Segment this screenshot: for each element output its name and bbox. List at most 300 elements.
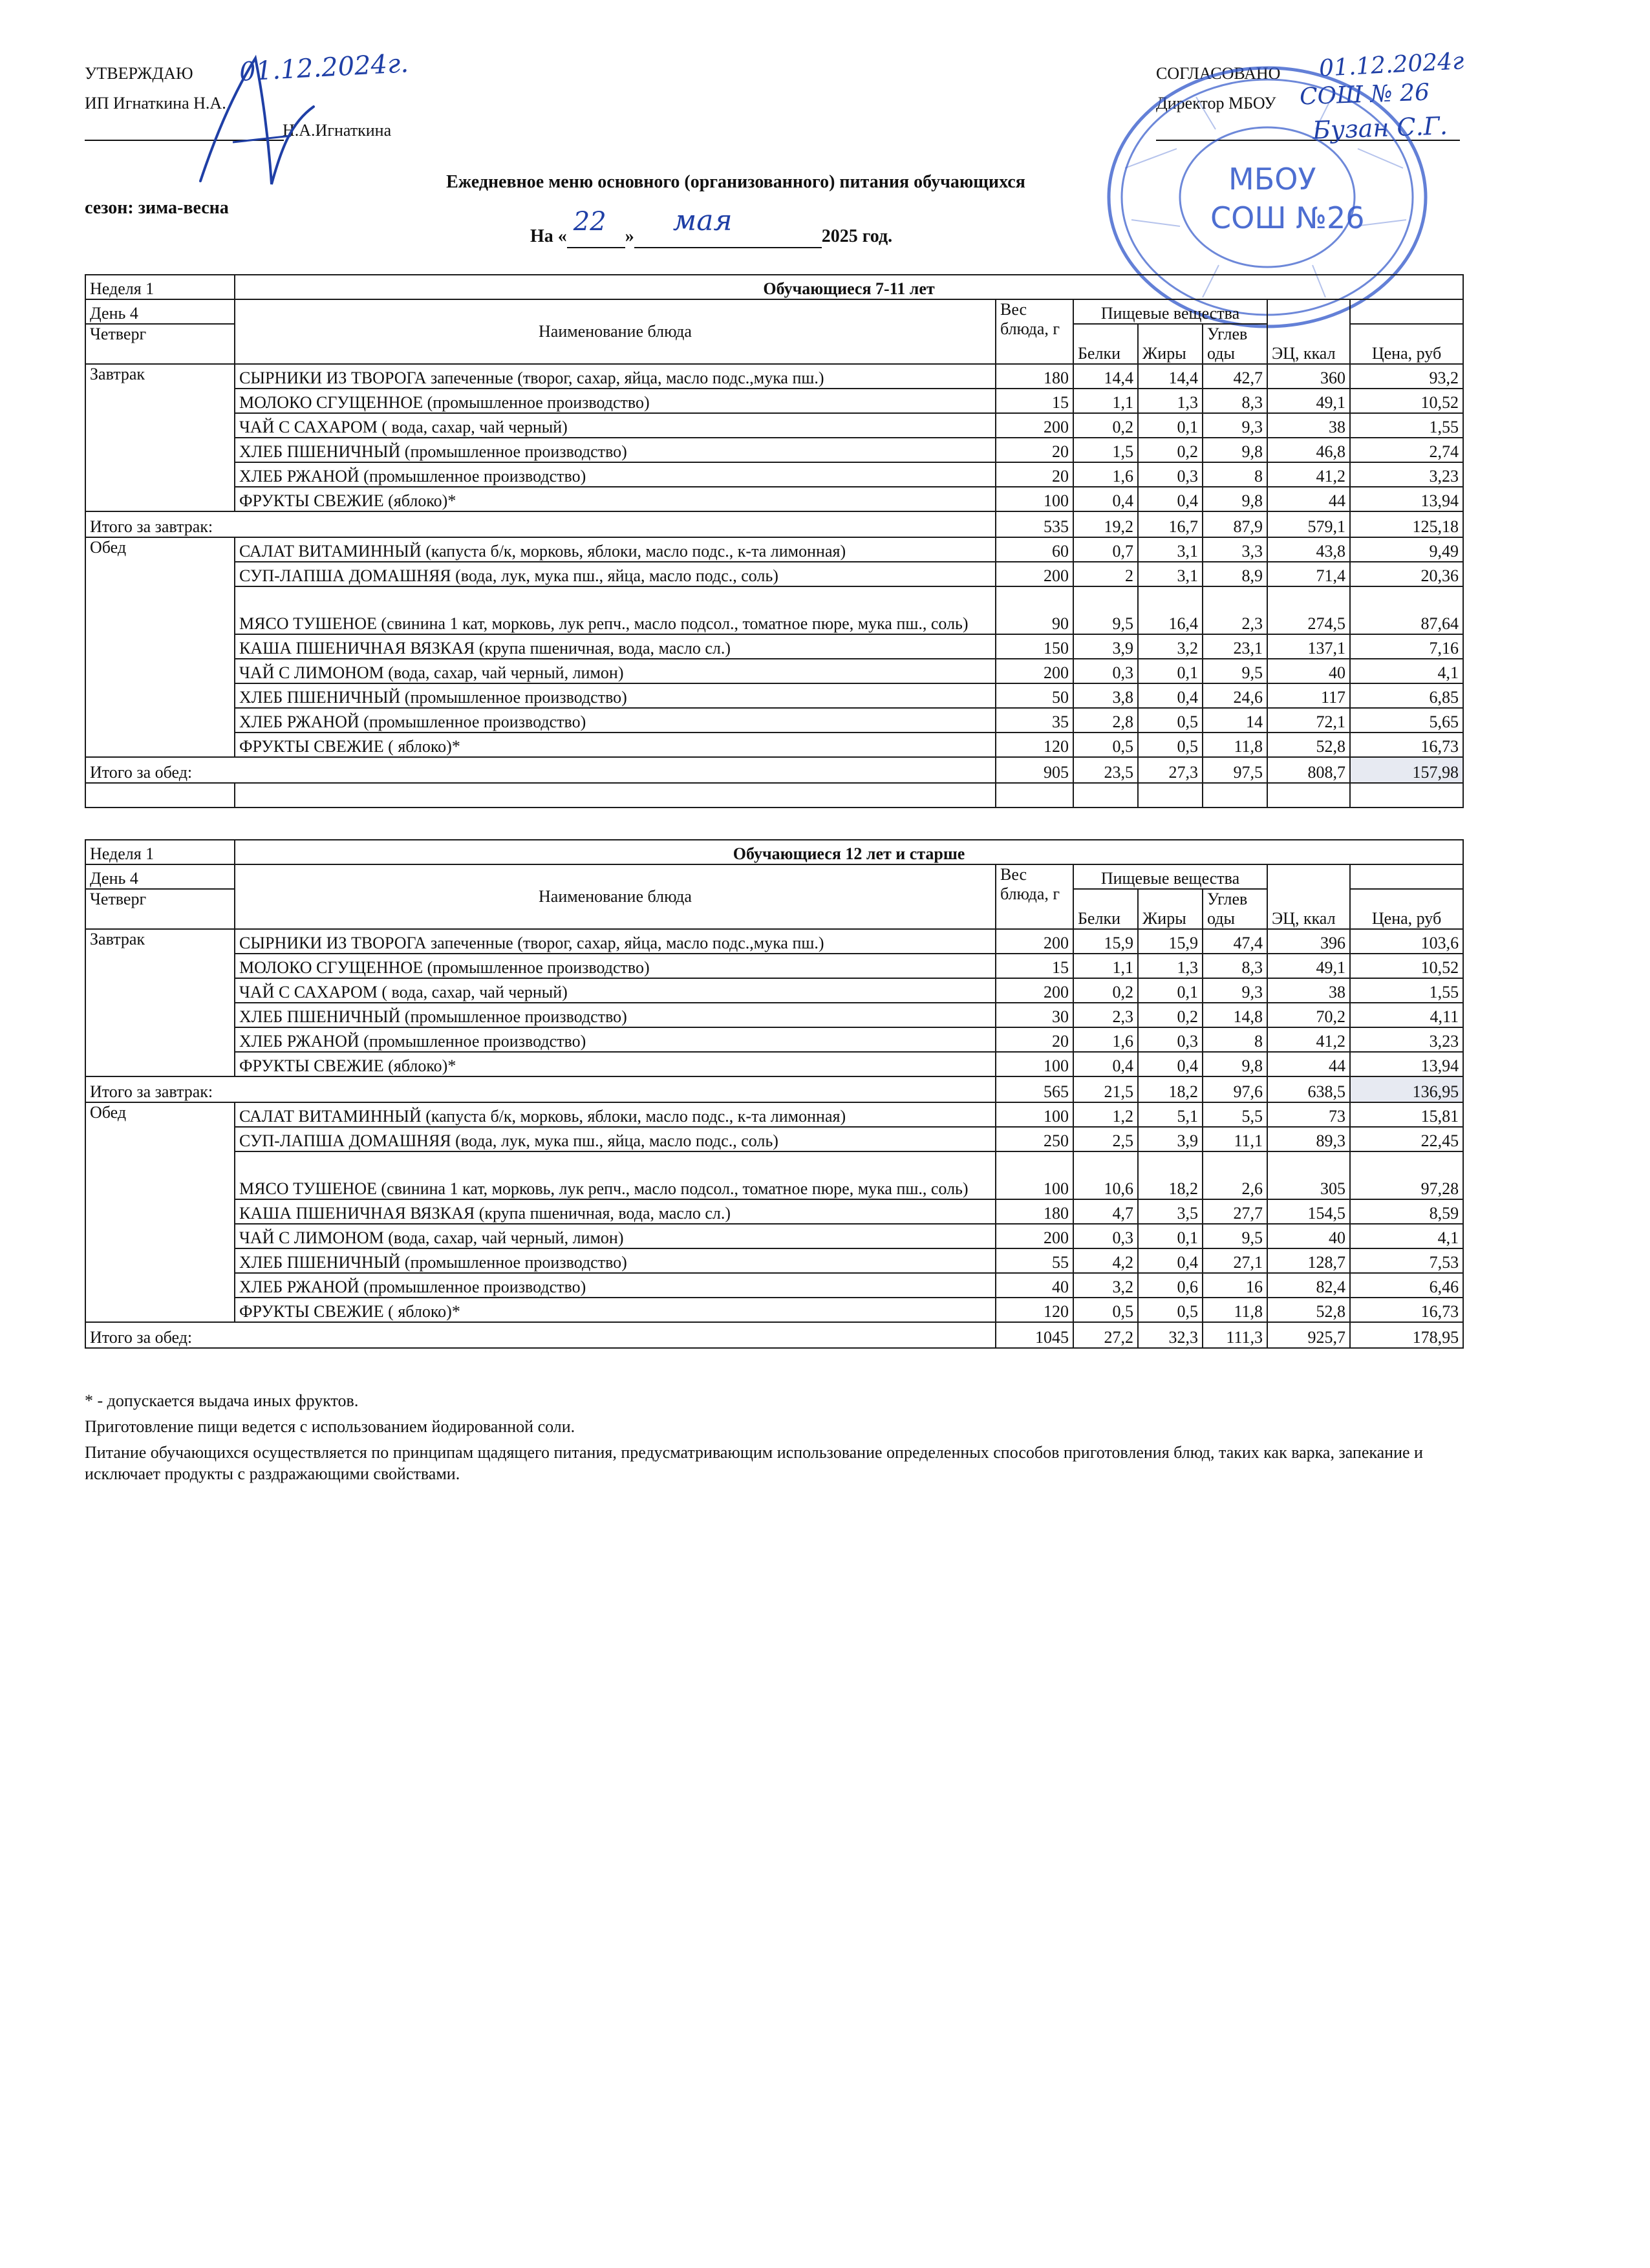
lunch-total-row — [85, 757, 1463, 783]
agree-org-handwritten: СОШ № 26 — [1299, 79, 1430, 111]
dish-weight: 200 — [996, 1224, 1073, 1248]
dish-name: ФРУКТЫ СВЕЖИЕ ( яблоко)* — [235, 1298, 996, 1322]
dish-energy: 305 — [1267, 1151, 1350, 1199]
lunch-total-row — [85, 1322, 1463, 1348]
lunch-total-price: 178,95 — [1350, 1322, 1463, 1348]
approve-date-handwritten: 01.12.2024г. — [238, 48, 409, 87]
dish-carbs: 2,3 — [1203, 586, 1267, 634]
dish-name: ХЛЕБ ПШЕНИЧНЫЙ (промышленное производство) — [235, 1003, 996, 1027]
lunch-row — [85, 1248, 1463, 1273]
dish-weight: 20 — [996, 1027, 1073, 1052]
note-3: Питание обучающихся осуществляется по принципам щадящего питания, предусматривающим использование определенных способов приготовления блюд, таких как варка, запекание и исключает продукты с раздражающими свойствами. — [85, 1442, 1423, 1484]
dish-protein: 2,8 — [1073, 708, 1138, 733]
dish-fat: 18,2 — [1138, 1151, 1203, 1199]
note-2: Приготовление пищи ведется с использованием йодированной соли. — [85, 1417, 575, 1436]
dish-name: ФРУКТЫ СВЕЖИЕ (яблоко)* — [235, 487, 996, 511]
dish-price: 4,11 — [1350, 1003, 1463, 1027]
dish-fat: 0,4 — [1138, 683, 1203, 708]
col-header-weight: Вес блюда, г — [996, 864, 1073, 929]
lunch-total-weight: 1045 — [996, 1322, 1073, 1348]
dish-fat: 0,1 — [1138, 978, 1203, 1003]
dish-fat: 0,4 — [1138, 487, 1203, 511]
dish-energy: 82,4 — [1267, 1273, 1350, 1298]
dish-carbs: 8,9 — [1203, 562, 1267, 586]
dish-protein: 2,5 — [1073, 1127, 1138, 1151]
dish-energy: 72,1 — [1267, 708, 1350, 733]
spacer-cell — [1138, 783, 1203, 808]
dish-name: САЛАТ ВИТАМИННЫЙ (капуста б/к, морковь, яблоки, масло подс., к-та лимонная) — [235, 537, 996, 562]
lunch-row — [85, 537, 1463, 562]
dish-protein: 4,7 — [1073, 1199, 1138, 1224]
dish-price: 9,49 — [1350, 537, 1463, 562]
date-prefix: На « — [530, 226, 567, 246]
header-row-day — [85, 299, 1463, 324]
breakfast-total-weight: 535 — [996, 511, 1073, 537]
lunch-total-protein: 23,5 — [1073, 757, 1138, 783]
dish-price: 13,94 — [1350, 487, 1463, 511]
dish-price: 7,16 — [1350, 634, 1463, 659]
dish-protein: 9,5 — [1073, 586, 1138, 634]
dish-price: 15,81 — [1350, 1102, 1463, 1127]
col-header-protein: Белки — [1073, 324, 1138, 364]
dish-energy: 38 — [1267, 978, 1350, 1003]
dish-carbs: 3,3 — [1203, 537, 1267, 562]
breakfast-row — [85, 978, 1463, 1003]
dish-name: ХЛЕБ ПШЕНИЧНЫЙ (промышленное производство) — [235, 1248, 996, 1273]
agree-position: Директор МБОУ — [1156, 94, 1276, 112]
dish-protein: 10,6 — [1073, 1151, 1138, 1199]
breakfast-total-label: Итого за завтрак: — [85, 511, 996, 537]
dish-energy: 41,2 — [1267, 1027, 1350, 1052]
breakfast-total-fat: 18,2 — [1138, 1076, 1203, 1102]
stamp-center-top: МБОУ — [1228, 162, 1316, 197]
dish-name: ФРУКТЫ СВЕЖИЕ (яблоко)* — [235, 1052, 996, 1076]
dish-name: ХЛЕБ РЖАНОЙ (промышленное производство) — [235, 708, 996, 733]
dish-price: 16,73 — [1350, 1298, 1463, 1322]
dish-energy: 117 — [1267, 683, 1350, 708]
dish-energy: 52,8 — [1267, 733, 1350, 757]
dish-fat: 0,4 — [1138, 1248, 1203, 1273]
dish-energy: 44 — [1267, 487, 1350, 511]
dish-weight: 15 — [996, 389, 1073, 413]
breakfast-total-fat: 16,7 — [1138, 511, 1203, 537]
lunch-total-carbs: 111,3 — [1203, 1322, 1267, 1348]
dish-energy: 128,7 — [1267, 1248, 1350, 1273]
lunch-row — [85, 1199, 1463, 1224]
dish-carbs: 5,5 — [1203, 1102, 1267, 1127]
dish-protein: 0,7 — [1073, 537, 1138, 562]
date-month-field — [634, 204, 822, 248]
dish-protein: 1,6 — [1073, 462, 1138, 487]
dish-price: 3,23 — [1350, 462, 1463, 487]
dish-fat: 0,1 — [1138, 1224, 1203, 1248]
dish-name: ЧАЙ С САХАРОМ ( вода, сахар, чай черный) — [235, 413, 996, 438]
dish-energy: 360 — [1267, 364, 1350, 389]
dish-fat: 0,5 — [1138, 708, 1203, 733]
day-label: День 4 — [85, 864, 235, 889]
dish-price: 4,1 — [1350, 659, 1463, 683]
dish-name: ФРУКТЫ СВЕЖИЕ ( яблоко)* — [235, 733, 996, 757]
breakfast-total-carbs: 97,6 — [1203, 1076, 1267, 1102]
spacer-cell — [85, 783, 235, 808]
dish-price: 20,36 — [1350, 562, 1463, 586]
menu-table-12-plus — [85, 839, 1464, 1349]
breakfast-total-carbs: 87,9 — [1203, 511, 1267, 537]
dish-price: 87,64 — [1350, 586, 1463, 634]
date-day-field — [567, 207, 625, 248]
dish-fat: 0,6 — [1138, 1273, 1203, 1298]
week-label: Неделя 1 — [85, 275, 235, 299]
dish-weight: 35 — [996, 708, 1073, 733]
dish-name: МОЛОКО СГУЩЕННОЕ (промышленное производство) — [235, 954, 996, 978]
dish-protein: 0,4 — [1073, 1052, 1138, 1076]
dish-protein: 2 — [1073, 562, 1138, 586]
approver-org: ИП Игнаткина Н.А. — [85, 94, 226, 112]
dish-fat: 0,4 — [1138, 1052, 1203, 1076]
lunch-total-energy: 925,7 — [1267, 1322, 1350, 1348]
dish-name: КАША ПШЕНИЧНАЯ ВЯЗКАЯ (крупа пшеничная, вода, масло сл.) — [235, 1199, 996, 1224]
dish-name: ХЛЕБ ПШЕНИЧНЫЙ (промышленное производство) — [235, 683, 996, 708]
dish-energy: 71,4 — [1267, 562, 1350, 586]
weekday-label: Четверг — [85, 889, 235, 929]
spacer-row — [85, 783, 1463, 808]
dish-price: 4,1 — [1350, 1224, 1463, 1248]
dish-fat: 0,5 — [1138, 733, 1203, 757]
dish-carbs: 27,1 — [1203, 1248, 1267, 1273]
date-line — [530, 204, 893, 248]
header-row-day — [85, 864, 1463, 889]
dish-price: 3,23 — [1350, 1027, 1463, 1052]
spacer-cell — [1267, 783, 1350, 808]
dish-fat: 5,1 — [1138, 1102, 1203, 1127]
dish-protein: 0,4 — [1073, 487, 1138, 511]
dish-weight: 30 — [996, 1003, 1073, 1027]
breakfast-total-weight: 565 — [996, 1076, 1073, 1102]
dish-energy: 40 — [1267, 659, 1350, 683]
dish-fat: 3,2 — [1138, 634, 1203, 659]
dish-protein: 15,9 — [1073, 929, 1138, 954]
dish-weight: 100 — [996, 487, 1073, 511]
dish-carbs: 8 — [1203, 462, 1267, 487]
dish-weight: 120 — [996, 733, 1073, 757]
dish-weight: 15 — [996, 954, 1073, 978]
dish-fat: 3,1 — [1138, 537, 1203, 562]
dish-carbs: 16 — [1203, 1273, 1267, 1298]
dish-carbs: 11,1 — [1203, 1127, 1267, 1151]
lunch-row — [85, 1151, 1463, 1199]
lunch-total-fat: 32,3 — [1138, 1322, 1203, 1348]
dish-carbs: 11,8 — [1203, 1298, 1267, 1322]
dish-energy: 274,5 — [1267, 586, 1350, 634]
dish-price: 16,73 — [1350, 733, 1463, 757]
dish-weight: 60 — [996, 537, 1073, 562]
dish-energy: 73 — [1267, 1102, 1350, 1127]
col-header-price-spacer — [1350, 299, 1463, 324]
dish-name: САЛАТ ВИТАМИННЫЙ (капуста б/к, морковь, яблоки, масло подс., к-та лимонная) — [235, 1102, 996, 1127]
dish-protein: 1,6 — [1073, 1027, 1138, 1052]
dish-price: 7,53 — [1350, 1248, 1463, 1273]
dish-price: 1,55 — [1350, 413, 1463, 438]
col-header-fat: Жиры — [1138, 324, 1203, 364]
dish-weight: 100 — [996, 1102, 1073, 1127]
approver-signature — [194, 45, 323, 194]
dish-carbs: 24,6 — [1203, 683, 1267, 708]
lunch-row — [85, 733, 1463, 757]
day-label: День 4 — [85, 299, 235, 324]
dish-price: 103,6 — [1350, 929, 1463, 954]
spacer-cell — [1073, 783, 1138, 808]
header-row-week — [85, 840, 1463, 864]
date-month-handwritten: мая — [672, 204, 733, 237]
dish-fat: 0,2 — [1138, 1003, 1203, 1027]
breakfast-row — [85, 364, 1463, 389]
dish-weight: 200 — [996, 562, 1073, 586]
dish-name: КАША ПШЕНИЧНАЯ ВЯЗКАЯ (крупа пшеничная, вода, масло сл.) — [235, 634, 996, 659]
breakfast-row — [85, 929, 1463, 954]
col-header-energy: ЭЦ, ккал — [1267, 864, 1350, 929]
dish-price: 93,2 — [1350, 364, 1463, 389]
lunch-total-label: Итого за обед: — [85, 1322, 996, 1348]
dish-name: СУП-ЛАПША ДОМАШНЯЯ (вода, лук, мука пш., яйца, масло подс., соль) — [235, 562, 996, 586]
dish-carbs: 14,8 — [1203, 1003, 1267, 1027]
dish-fat: 3,5 — [1138, 1199, 1203, 1224]
dish-name: СУП-ЛАПША ДОМАШНЯЯ (вода, лук, мука пш., яйца, масло подс., соль) — [235, 1127, 996, 1151]
lunch-row — [85, 586, 1463, 634]
weekday-label: Четверг — [85, 324, 235, 364]
dish-name: ЧАЙ С ЛИМОНОМ (вода, сахар, чай черный, лимон) — [235, 1224, 996, 1248]
dish-weight: 55 — [996, 1248, 1073, 1273]
dish-energy: 41,2 — [1267, 462, 1350, 487]
dish-price: 97,28 — [1350, 1151, 1463, 1199]
dish-name: ХЛЕБ РЖАНОЙ (промышленное производство) — [235, 1027, 996, 1052]
dish-name: ХЛЕБ РЖАНОЙ (промышленное производство) — [235, 1273, 996, 1298]
dish-weight: 40 — [996, 1273, 1073, 1298]
header-row-week — [85, 275, 1463, 299]
date-suffix: 2025 год. — [821, 226, 893, 246]
week-label: Неделя 1 — [85, 840, 235, 864]
lunch-row — [85, 1102, 1463, 1127]
dish-protein: 1,2 — [1073, 1102, 1138, 1127]
dish-name: СЫРНИКИ ИЗ ТВОРОГА запеченные (творог, сахар, яйца, масло подс.,мука пш.) — [235, 364, 996, 389]
dish-carbs: 9,3 — [1203, 413, 1267, 438]
dish-energy: 43,8 — [1267, 537, 1350, 562]
lunch-row — [85, 708, 1463, 733]
breakfast-total-energy: 638,5 — [1267, 1076, 1350, 1102]
dish-energy: 52,8 — [1267, 1298, 1350, 1322]
dish-energy: 70,2 — [1267, 1003, 1350, 1027]
page-title: Ежедневное меню основного (организованного) питания обучающихся — [446, 172, 1025, 192]
breakfast-total-protein: 19,2 — [1073, 511, 1138, 537]
col-header-name: Наименование блюда — [235, 864, 996, 929]
menu-table-7-11 — [85, 274, 1464, 808]
breakfast-total-protein: 21,5 — [1073, 1076, 1138, 1102]
breakfast-total-row — [85, 511, 1463, 537]
dish-weight: 150 — [996, 634, 1073, 659]
dish-name: ЧАЙ С ЛИМОНОМ (вода, сахар, чай черный, лимон) — [235, 659, 996, 683]
dish-energy: 49,1 — [1267, 954, 1350, 978]
breakfast-row — [85, 954, 1463, 978]
dish-weight: 250 — [996, 1127, 1073, 1151]
approve-label: УТВЕРЖДАЮ — [85, 64, 193, 83]
dish-protein: 1,1 — [1073, 389, 1138, 413]
spacer-cell — [1203, 783, 1267, 808]
dish-carbs: 8,3 — [1203, 954, 1267, 978]
dish-protein: 0,3 — [1073, 1224, 1138, 1248]
dish-name: МОЛОКО СГУЩЕННОЕ (промышленное производство) — [235, 389, 996, 413]
dish-carbs: 9,8 — [1203, 438, 1267, 462]
col-header-price-spacer — [1350, 864, 1463, 889]
dish-protein: 3,2 — [1073, 1273, 1138, 1298]
col-header-price: Цена, руб — [1350, 889, 1463, 929]
dish-energy: 46,8 — [1267, 438, 1350, 462]
dish-fat: 14,4 — [1138, 364, 1203, 389]
dish-price: 1,55 — [1350, 978, 1463, 1003]
dish-price: 6,46 — [1350, 1273, 1463, 1298]
lunch-total-fat: 27,3 — [1138, 757, 1203, 783]
dish-energy: 396 — [1267, 929, 1350, 954]
approver-sign-name: Н.А.Игнаткина — [283, 121, 392, 140]
dish-protein: 0,3 — [1073, 659, 1138, 683]
dish-price: 8,59 — [1350, 1199, 1463, 1224]
lunch-total-weight: 905 — [996, 757, 1073, 783]
lunch-row — [85, 1273, 1463, 1298]
dish-fat: 0,1 — [1138, 659, 1203, 683]
dish-name: СЫРНИКИ ИЗ ТВОРОГА запеченные (творог, сахар, яйца, масло подс.,мука пш.) — [235, 929, 996, 954]
dish-weight: 120 — [996, 1298, 1073, 1322]
dish-weight: 200 — [996, 978, 1073, 1003]
dish-weight: 200 — [996, 929, 1073, 954]
dish-weight: 180 — [996, 364, 1073, 389]
lunch-label: Обед — [85, 1102, 235, 1322]
breakfast-row — [85, 1003, 1463, 1027]
lunch-row — [85, 1224, 1463, 1248]
dish-fat: 15,9 — [1138, 929, 1203, 954]
lunch-row — [85, 1127, 1463, 1151]
agree-sign-handwritten: Бузан С.Г. — [1312, 111, 1448, 145]
agree-date-handwritten: 01.12.2024г — [1318, 48, 1465, 82]
col-header-fat: Жиры — [1138, 889, 1203, 929]
lunch-total-protein: 27,2 — [1073, 1322, 1138, 1348]
breakfast-row — [85, 462, 1463, 487]
dish-carbs: 9,5 — [1203, 1224, 1267, 1248]
lunch-total-carbs: 97,5 — [1203, 757, 1267, 783]
spacer-cell — [235, 783, 996, 808]
season-label: сезон: зима-весна — [85, 198, 229, 218]
note-1: * - допускается выдача иных фруктов. — [85, 1391, 359, 1410]
breakfast-row — [85, 438, 1463, 462]
dish-protein: 0,5 — [1073, 1298, 1138, 1322]
dish-carbs: 9,8 — [1203, 1052, 1267, 1076]
dish-weight: 100 — [996, 1151, 1073, 1199]
dish-carbs: 27,7 — [1203, 1199, 1267, 1224]
breakfast-total-label: Итого за завтрак: — [85, 1076, 996, 1102]
dish-fat: 1,3 — [1138, 389, 1203, 413]
dish-price: 10,52 — [1350, 954, 1463, 978]
dish-fat: 3,1 — [1138, 562, 1203, 586]
dish-weight: 20 — [996, 438, 1073, 462]
dish-protein: 3,9 — [1073, 634, 1138, 659]
dish-weight: 90 — [996, 586, 1073, 634]
stamp-center-bottom: СОШ №26 — [1210, 200, 1365, 235]
dish-protein: 1,1 — [1073, 954, 1138, 978]
dish-carbs: 9,3 — [1203, 978, 1267, 1003]
footnotes — [85, 1390, 1462, 1489]
lunch-row — [85, 562, 1463, 586]
dish-protein: 0,2 — [1073, 413, 1138, 438]
col-header-name: Наименование блюда — [235, 299, 996, 364]
dish-name: ХЛЕБ ПШЕНИЧНЫЙ (промышленное производство) — [235, 438, 996, 462]
dish-carbs: 14 — [1203, 708, 1267, 733]
breakfast-label: Завтрак — [85, 929, 235, 1076]
dish-carbs: 47,4 — [1203, 929, 1267, 954]
agree-label: СОГЛАСОВАНО — [1156, 64, 1281, 83]
dish-fat: 0,3 — [1138, 462, 1203, 487]
lunch-row — [85, 1298, 1463, 1322]
dish-fat: 0,3 — [1138, 1027, 1203, 1052]
dish-weight: 180 — [996, 1199, 1073, 1224]
dish-carbs: 11,8 — [1203, 733, 1267, 757]
breakfast-row — [85, 1027, 1463, 1052]
dish-price: 22,45 — [1350, 1127, 1463, 1151]
breakfast-row — [85, 487, 1463, 511]
dish-carbs: 42,7 — [1203, 364, 1267, 389]
dish-energy: 154,5 — [1267, 1199, 1350, 1224]
col-header-nutrients: Пищевые вещества — [1073, 299, 1267, 324]
col-header-carbs: Углев оды — [1203, 324, 1267, 364]
dish-weight: 50 — [996, 683, 1073, 708]
date-day-handwritten: 22 — [573, 207, 606, 237]
col-header-protein: Белки — [1073, 889, 1138, 929]
dish-price: 2,74 — [1350, 438, 1463, 462]
dish-protein: 1,5 — [1073, 438, 1138, 462]
col-header-price: Цена, руб — [1350, 324, 1463, 364]
dish-carbs: 8,3 — [1203, 389, 1267, 413]
dish-weight: 200 — [996, 413, 1073, 438]
dish-protein: 0,2 — [1073, 978, 1138, 1003]
spacer-cell — [1350, 783, 1463, 808]
dish-price: 13,94 — [1350, 1052, 1463, 1076]
lunch-total-energy: 808,7 — [1267, 757, 1350, 783]
dish-protein: 3,8 — [1073, 683, 1138, 708]
col-header-nutrients: Пищевые вещества — [1073, 864, 1267, 889]
lunch-total-label: Итого за обед: — [85, 757, 996, 783]
dish-energy: 89,3 — [1267, 1127, 1350, 1151]
dish-fat: 1,3 — [1138, 954, 1203, 978]
dish-protein: 14,4 — [1073, 364, 1138, 389]
breakfast-label: Завтрак — [85, 364, 235, 511]
dish-fat: 0,5 — [1138, 1298, 1203, 1322]
age-group-title: Обучающиеся 7-11 лет — [235, 275, 1463, 299]
lunch-row — [85, 634, 1463, 659]
dish-energy: 40 — [1267, 1224, 1350, 1248]
dish-protein: 4,2 — [1073, 1248, 1138, 1273]
dish-fat: 16,4 — [1138, 586, 1203, 634]
dish-weight: 20 — [996, 462, 1073, 487]
dish-name: МЯСО ТУШЕНОЕ (свинина 1 кат, морковь, лук репч., масло подсол., томатное пюре, мука пш., соль) — [235, 586, 996, 634]
breakfast-total-price: 125,18 — [1350, 511, 1463, 537]
dish-name: ХЛЕБ РЖАНОЙ (промышленное производство) — [235, 462, 996, 487]
dish-energy: 49,1 — [1267, 389, 1350, 413]
dish-energy: 38 — [1267, 413, 1350, 438]
dish-carbs: 9,8 — [1203, 487, 1267, 511]
dish-carbs: 8 — [1203, 1027, 1267, 1052]
dish-weight: 200 — [996, 659, 1073, 683]
dish-energy: 137,1 — [1267, 634, 1350, 659]
dish-energy: 44 — [1267, 1052, 1350, 1076]
dish-price: 5,65 — [1350, 708, 1463, 733]
lunch-row — [85, 659, 1463, 683]
breakfast-total-price: 136,95 — [1350, 1076, 1463, 1102]
